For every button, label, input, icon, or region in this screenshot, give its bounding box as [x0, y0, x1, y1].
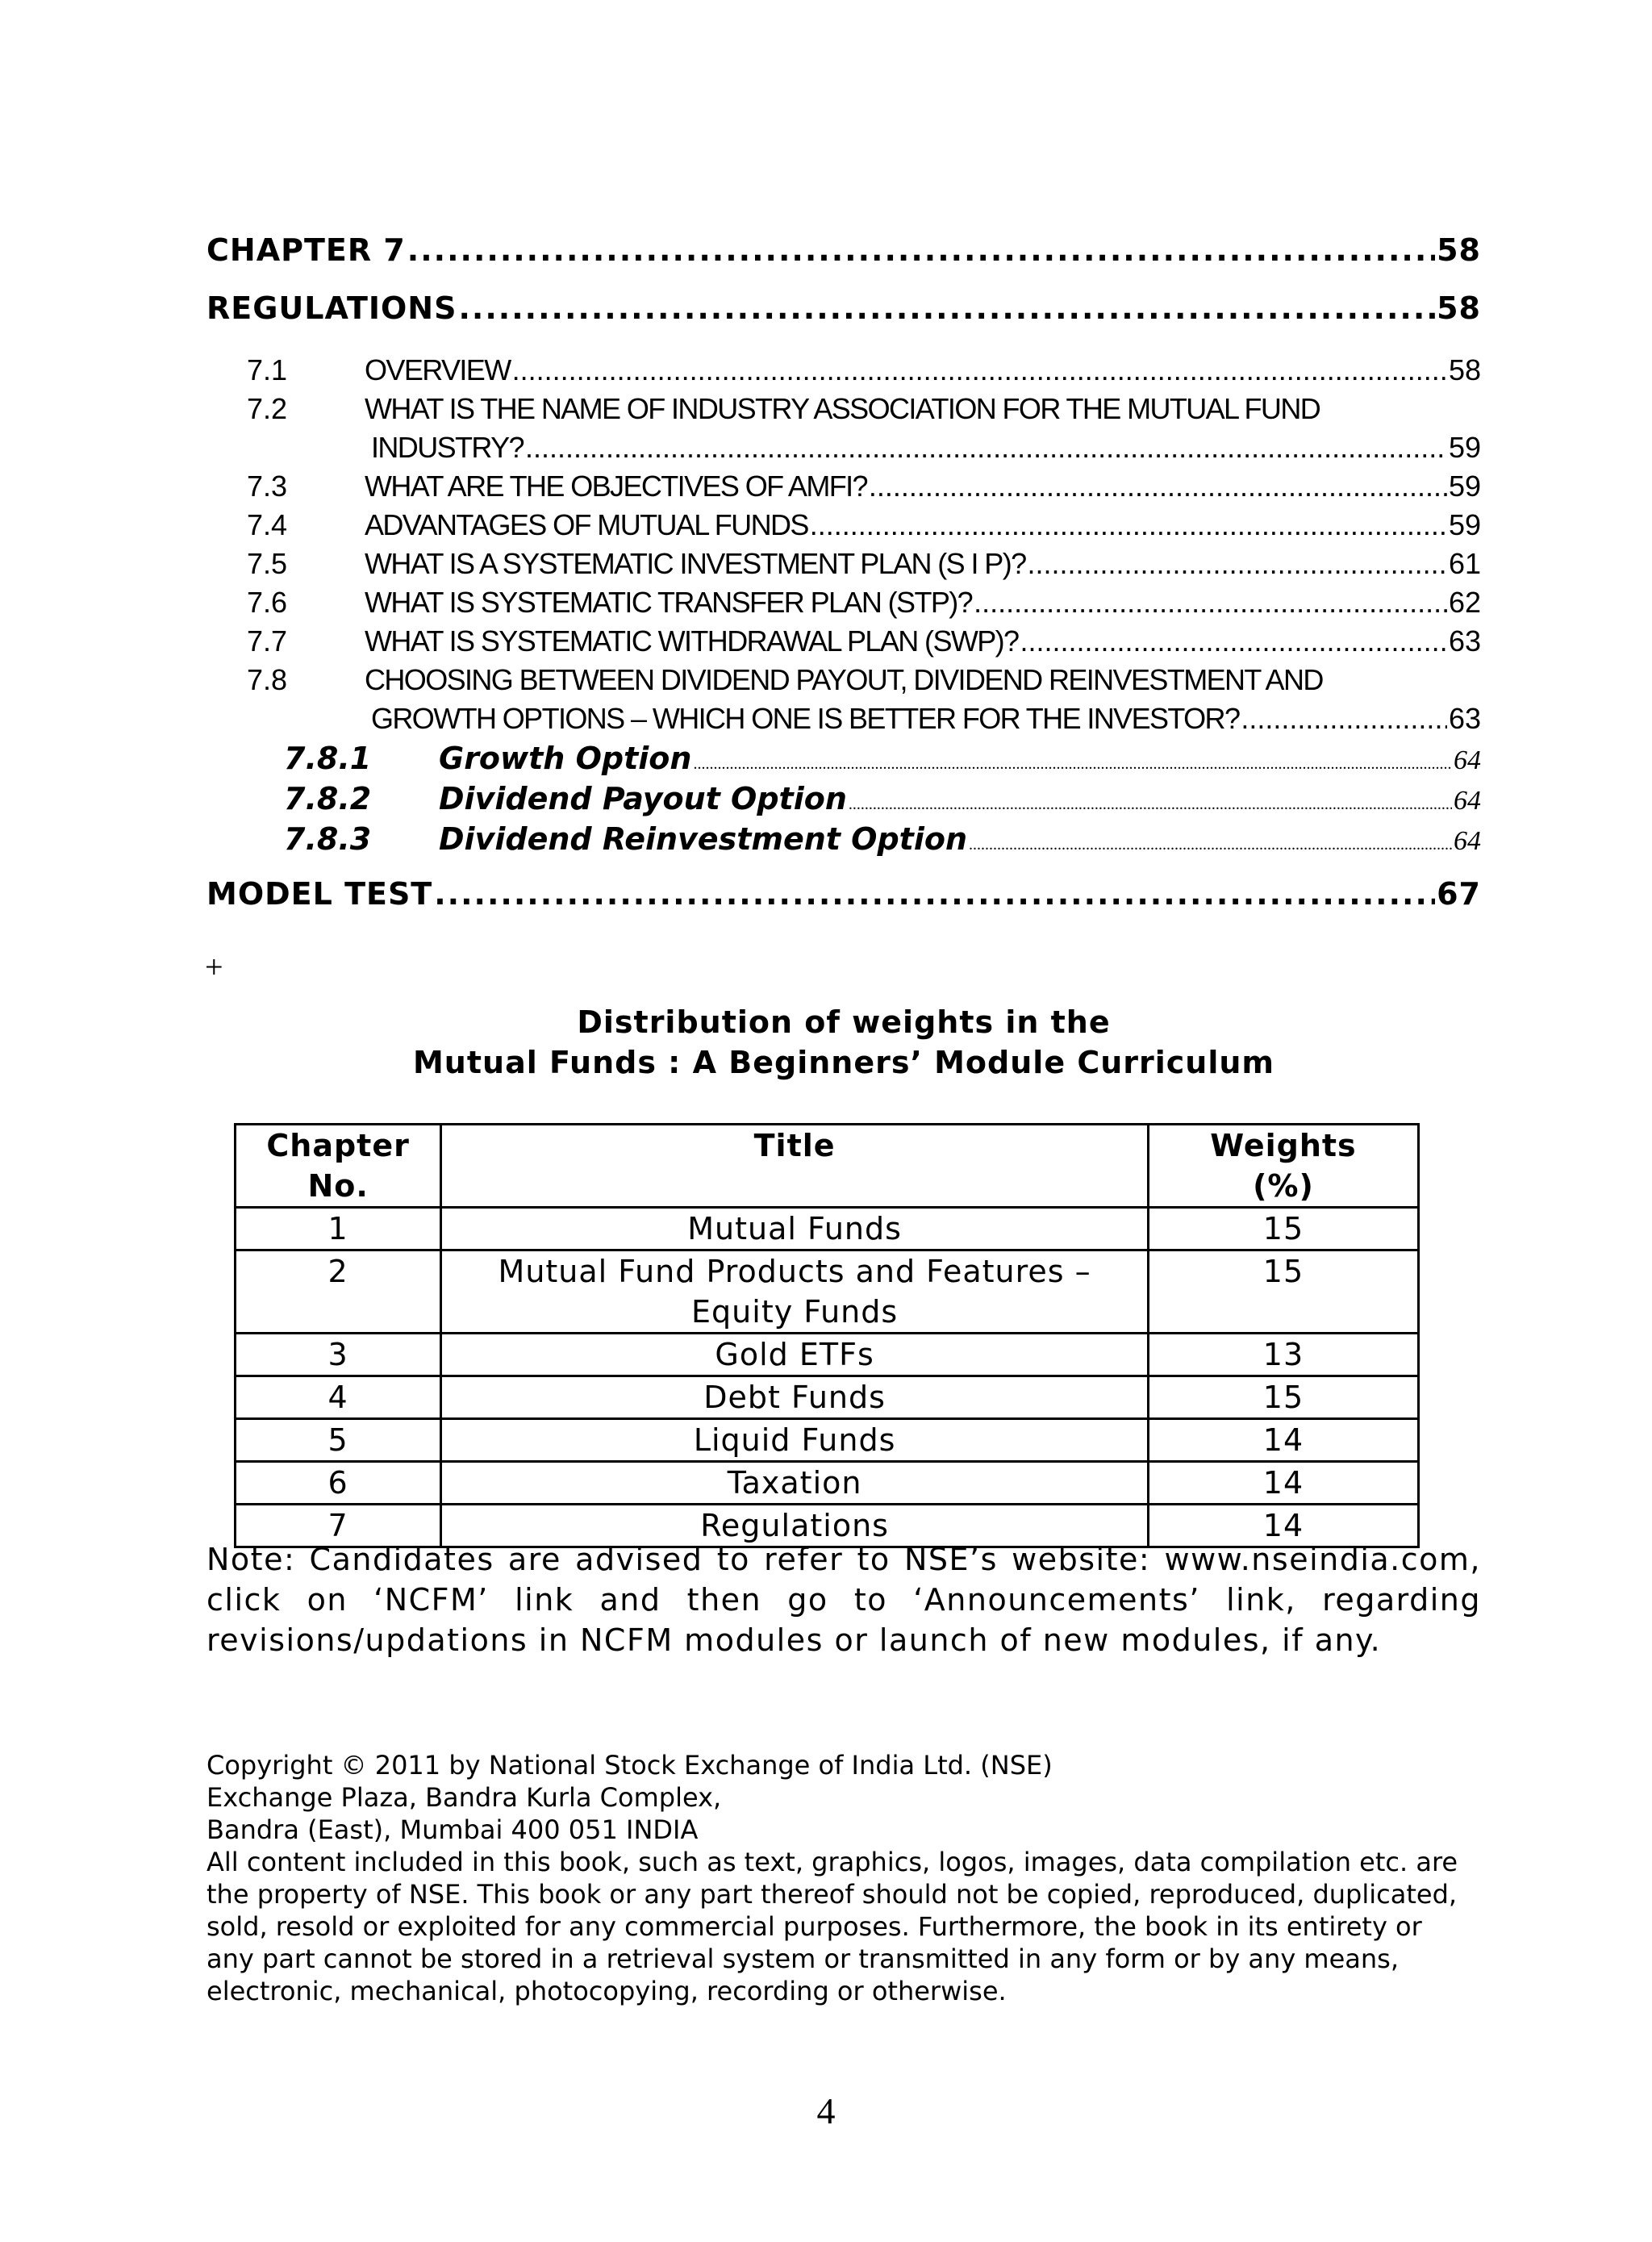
toc-page-number: 59 — [1448, 431, 1481, 464]
table-row — [236, 1250, 1419, 1334]
table-row — [236, 1208, 1419, 1250]
toc-chapter-entry[interactable] — [206, 232, 1481, 290]
toc-section-number: 7.2 — [247, 392, 288, 425]
toc-page-number: 63 — [1448, 702, 1481, 735]
toc-page-number: 64 — [1454, 786, 1481, 816]
table-row — [236, 1419, 1419, 1462]
toc-section-text: GROWTH OPTIONS – WHICH ONE IS BETTER FOR THE INVESTOR? — [371, 702, 1240, 735]
toc-section-text: INDUSTRY? — [371, 431, 524, 464]
dot-leader — [1028, 547, 1447, 581]
toc-page-number: 58 — [1437, 232, 1481, 268]
toc-section-entry[interactable] — [206, 547, 1481, 586]
toc-subsection-number: 7.8.3 — [284, 821, 372, 857]
cell-weight: 15 — [1148, 1250, 1418, 1334]
toc-section-entry[interactable] — [206, 470, 1481, 508]
weights-table — [234, 1123, 1420, 1548]
toc-section-text: WHAT ARE THE OBJECTIVES OF AMFI? — [365, 470, 867, 503]
toc-section-text: WHAT IS A SYSTEMATIC INVESTMENT PLAN (S I P)? — [365, 547, 1026, 580]
cell-chapter: 1 — [236, 1208, 441, 1250]
toc-section-text: WHAT IS THE NAME OF INDUSTRY ASSOCIATION FOR THE MUTUAL FUND — [365, 392, 1320, 425]
toc-section-entry-continued[interactable] — [206, 431, 1481, 470]
copyright-line: the property of NSE. This book or any part thereof should not be copied, reproduced, duplicated, — [206, 1879, 1458, 1910]
dot-leader — [869, 470, 1447, 503]
dot-leader — [693, 755, 1452, 774]
toc-section-entry[interactable] — [206, 353, 1481, 392]
toc-section-number: 7.8 — [247, 663, 288, 696]
toc-subsection-text: Dividend Payout Option — [439, 781, 847, 816]
toc-section-number: 7.7 — [247, 624, 288, 658]
cell-title: Mutual Funds — [441, 1208, 1149, 1250]
dot-leader — [1241, 702, 1447, 736]
cell-weight: 13 — [1148, 1334, 1418, 1376]
cell-title: Taxation — [441, 1462, 1149, 1505]
table-of-contents — [206, 232, 1481, 934]
toc-entry-label: CHAPTER 7 — [206, 232, 406, 268]
toc-page-number: 58 — [1448, 353, 1481, 386]
copyright-line: Bandra (East), Mumbai 400 051 INDIA — [206, 1814, 699, 1845]
toc-section-entry[interactable] — [206, 508, 1481, 547]
copyright-line: Copyright © 2011 by National Stock Exchange of India Ltd. (NSE) — [206, 1750, 1053, 1781]
toc-section-number: 7.4 — [247, 508, 288, 541]
cell-title: Debt Funds — [441, 1376, 1149, 1419]
toc-page-number: 59 — [1448, 508, 1481, 541]
copyright-line: All content included in this book, such as text, graphics, logos, images, data compilation etc. are — [206, 1847, 1458, 1877]
toc-subsection-text: Dividend Reinvestment Option — [439, 821, 968, 857]
dot-leader — [974, 586, 1447, 620]
cell-weight: 15 — [1148, 1376, 1418, 1419]
toc-page-number: 64 — [1454, 745, 1481, 775]
heading-line-1: Distribution of weights in the — [577, 1004, 1111, 1040]
cell-chapter: 3 — [236, 1334, 441, 1376]
table-row — [236, 1462, 1419, 1505]
dot-leader — [434, 876, 1435, 912]
toc-section-title-entry[interactable] — [206, 290, 1481, 349]
toc-subsection-entry[interactable] — [206, 781, 1481, 821]
copyright-line: sold, resold or exploited for any commercial purposes. Furthermore, the book in its entirety or — [206, 1911, 1422, 1942]
page-number: 4 — [816, 2090, 836, 2131]
table-row — [236, 1334, 1419, 1376]
dot-leader — [969, 836, 1452, 854]
toc-page-number: 58 — [1437, 290, 1481, 326]
cell-title: Gold ETFs — [441, 1334, 1149, 1376]
toc-subsection-number: 7.8.2 — [284, 781, 372, 816]
cell-chapter: 7 — [236, 1505, 441, 1547]
toc-section-text: ADVANTAGES OF MUTUAL FUNDS — [365, 508, 808, 541]
toc-section-entry[interactable] — [206, 663, 1481, 702]
cell-title: Regulations — [441, 1505, 1149, 1547]
toc-page-number: 62 — [1448, 586, 1481, 619]
toc-section-number: 7.5 — [247, 547, 288, 580]
toc-section-text: WHAT IS SYSTEMATIC WITHDRAWAL PLAN (SWP)? — [365, 624, 1019, 658]
cell-chapter: 6 — [236, 1462, 441, 1505]
toc-page-number: 59 — [1448, 470, 1481, 503]
dot-leader — [407, 232, 1435, 268]
cell-title: Mutual Fund Products and Features – Equity Funds — [441, 1250, 1149, 1334]
toc-section-number: 7.1 — [247, 353, 288, 386]
dot-leader — [810, 508, 1447, 542]
note-paragraph: Note: Candidates are advised to refer to NSE’s website: www.nseindia.com, click on ‘NCFM’ link and then go to ‘Announcements’ link, regarding revisions/updations in NCFM modules or launch of new modules, if any. — [206, 1542, 1481, 1658]
header-title: Title — [441, 1125, 1149, 1208]
toc-model-test-entry[interactable] — [206, 876, 1481, 934]
dot-leader — [525, 431, 1447, 465]
copyright-line: electronic, mechanical, photocopying, recording or otherwise. — [206, 1976, 1007, 2006]
cell-weight: 14 — [1148, 1505, 1418, 1547]
toc-page-number: 64 — [1454, 826, 1481, 856]
dot-leader — [1020, 624, 1446, 658]
copyright-line: Exchange Plaza, Bandra Kurla Complex, — [206, 1782, 722, 1813]
copyright-line: any part cannot be stored in a retrieval system or transmitted in any form or by any means, — [206, 1943, 1400, 1974]
toc-page-number: 61 — [1448, 547, 1481, 580]
toc-subsection-text: Growth Option — [439, 741, 692, 776]
curriculum-heading — [206, 1002, 1481, 1083]
toc-section-number: 7.3 — [247, 470, 288, 503]
toc-section-entry-continued[interactable] — [206, 702, 1481, 741]
table-row — [236, 1376, 1419, 1419]
copyright-block — [206, 1749, 1497, 2007]
cell-weight: 14 — [1148, 1462, 1418, 1505]
dot-leader — [458, 290, 1435, 326]
heading-line-2: Mutual Funds : A Beginners’ Module Curriculum — [412, 1045, 1275, 1080]
cell-chapter: 5 — [236, 1419, 441, 1462]
toc-page-number: 63 — [1448, 624, 1481, 658]
cell-weight: 15 — [1148, 1208, 1418, 1250]
toc-section-entry[interactable] — [206, 624, 1481, 663]
toc-section-number: 7.6 — [247, 586, 288, 619]
plus-mark: + — [205, 949, 223, 985]
dot-leader — [849, 795, 1452, 814]
table-header-row — [236, 1125, 1419, 1208]
toc-subsection-number: 7.8.1 — [284, 741, 372, 776]
toc-section-text: CHOOSING BETWEEN DIVIDEND PAYOUT, DIVIDEND REINVESTMENT AND — [365, 663, 1323, 696]
header-chapter-no: Chapter No. — [236, 1125, 441, 1208]
cell-title: Liquid Funds — [441, 1419, 1149, 1462]
toc-section-text: OVERVIEW — [365, 353, 511, 386]
toc-subsection-entry[interactable] — [206, 821, 1481, 862]
header-weights: Weights (%) — [1148, 1125, 1418, 1208]
toc-section-entry[interactable] — [206, 586, 1481, 624]
cell-chapter: 2 — [236, 1250, 441, 1334]
toc-subsection-entry[interactable] — [206, 741, 1481, 781]
toc-page-number: 67 — [1437, 876, 1481, 912]
toc-section-entry[interactable] — [206, 392, 1481, 431]
dot-leader — [512, 353, 1447, 387]
toc-entry-label: REGULATIONS — [206, 290, 457, 326]
toc-entry-label: MODEL TEST — [206, 876, 433, 912]
toc-section-text: WHAT IS SYSTEMATIC TRANSFER PLAN (STP)? — [365, 586, 973, 619]
cell-chapter: 4 — [236, 1376, 441, 1419]
cell-weight: 14 — [1148, 1419, 1418, 1462]
